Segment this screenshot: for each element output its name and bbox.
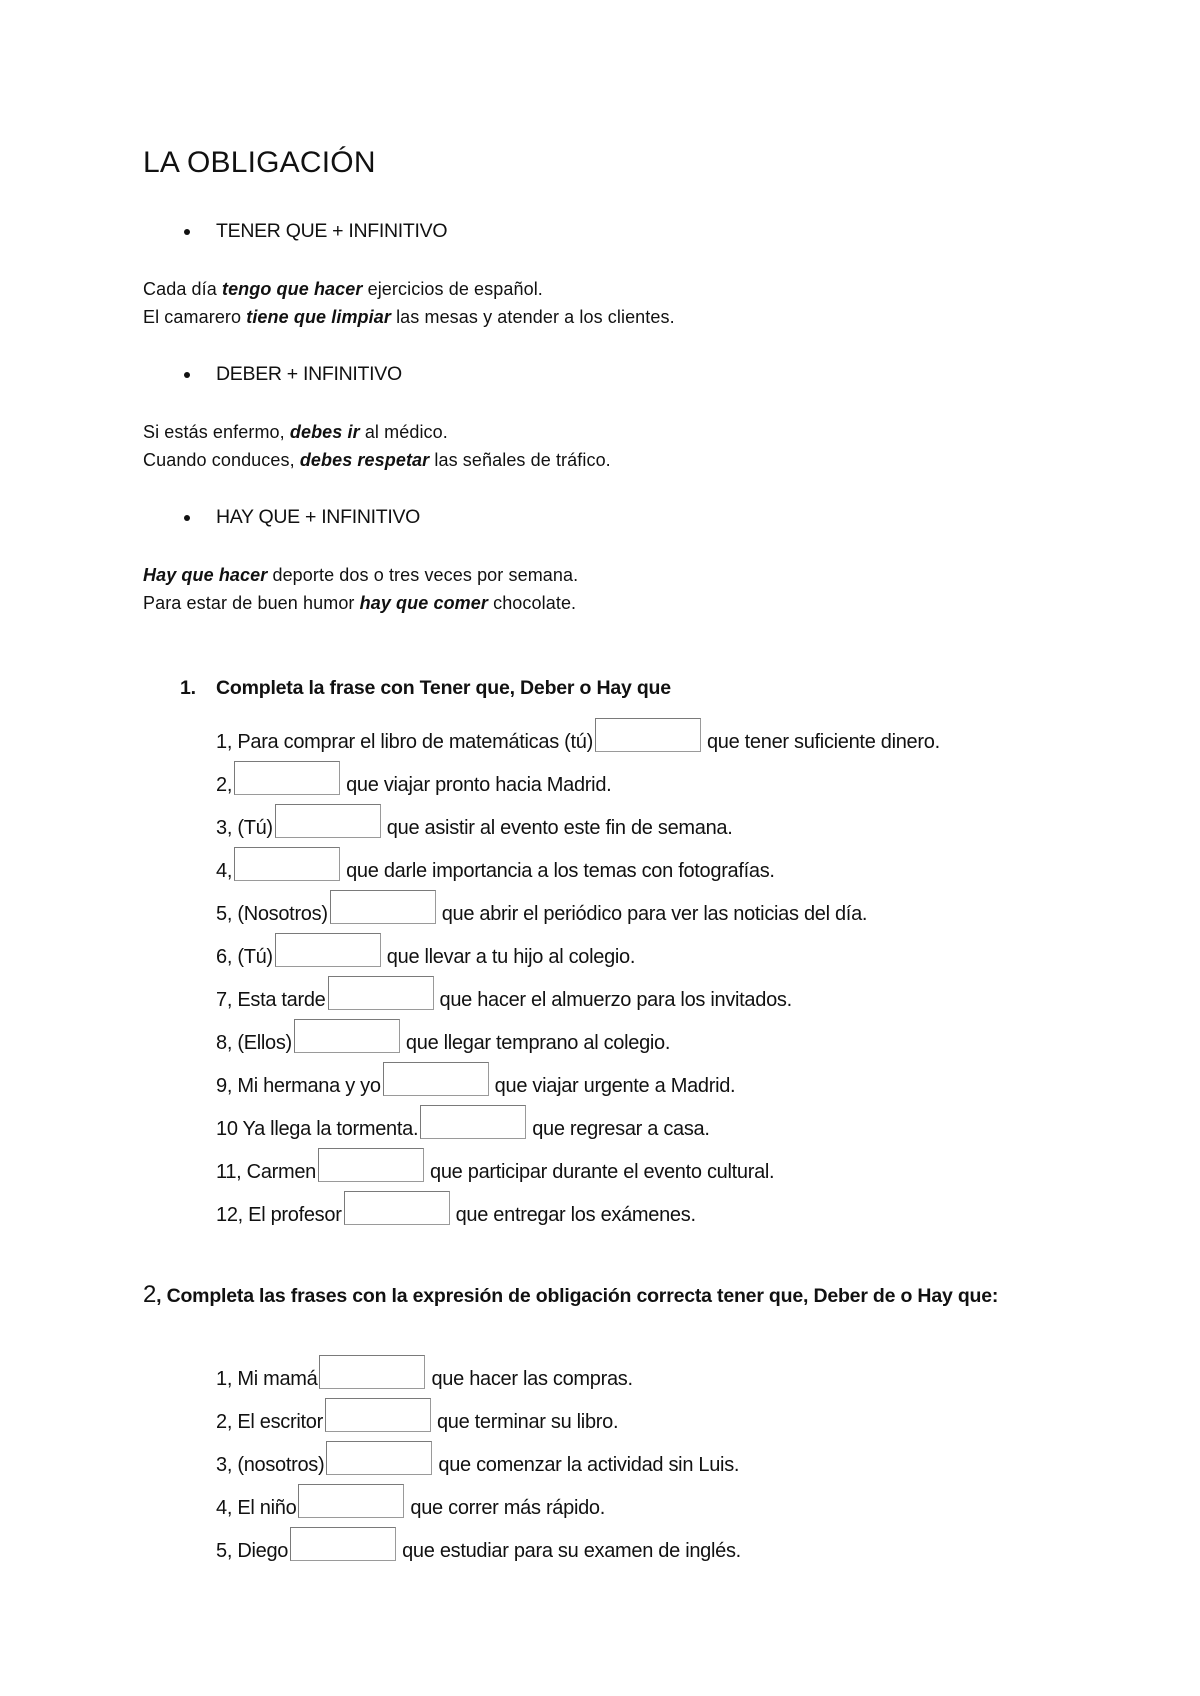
exercise-1-item-6 (216, 933, 636, 968)
exercise-2-item-2 (216, 1398, 619, 1433)
answer-field[interactable] (294, 1019, 400, 1053)
bullet-icon (184, 372, 190, 378)
answer-field[interactable] (325, 1398, 431, 1432)
item-prefix: 6, (Tú) (216, 946, 273, 968)
example-emphasis: tengo que hacer (221, 279, 363, 299)
rule-heading-text: HAY QUE + INFINITIVO (216, 506, 421, 528)
exercise-number: 1. (180, 677, 196, 699)
item-suffix: que darle importancia a los temas con fotografías. (346, 860, 775, 882)
item-prefix: 3, (Tú) (216, 817, 273, 839)
page-title: LA OBLIGACIÓN (143, 146, 376, 179)
item-suffix: que estudiar para su examen de inglés. (402, 1540, 741, 1562)
item-suffix: que llegar temprano al colegio. (405, 1032, 671, 1054)
item-suffix: que hacer el almuerzo para los invitados. (439, 989, 792, 1011)
example-sentence: Cada día tengo que hacer ejercicios de español. (143, 279, 543, 299)
exercise-2-item-5 (216, 1527, 741, 1562)
item-prefix: 8, (Ellos) (216, 1032, 292, 1054)
exercise-1-item-5 (216, 890, 868, 925)
example-emphasis: debes respetar (299, 450, 430, 470)
exercise-1-item-2 (216, 761, 612, 796)
answer-field[interactable] (595, 718, 701, 752)
item-prefix: 7, Esta tarde (216, 989, 326, 1011)
item-prefix: 9, Mi hermana y yo (216, 1075, 381, 1097)
answer-field[interactable] (318, 1148, 424, 1182)
item-suffix: que terminar su libro. (436, 1411, 619, 1433)
example-sentence: Para estar de buen humor hay que comer chocolate. (143, 593, 577, 613)
answer-field[interactable] (319, 1355, 425, 1389)
example-emphasis: tiene que limpiar (246, 307, 391, 327)
example-sentence: Si estás enfermo, debes ir al médico. (143, 422, 448, 442)
answer-field[interactable] (330, 890, 436, 924)
example-emphasis: Hay que hacer (143, 565, 268, 585)
bullet-icon (184, 229, 190, 235)
item-prefix: 2, El escritor (216, 1411, 323, 1433)
exercise-instruction: , Completa las frases con la expresión de obligación correcta tener que, Deber de o Hay que: (156, 1285, 999, 1307)
item-prefix: 12, El profesor (216, 1204, 342, 1226)
item-prefix: 1, Mi mamá (216, 1368, 318, 1390)
exercise-1-item-7 (216, 976, 792, 1011)
item-suffix: que entregar los exámenes. (455, 1204, 696, 1226)
answer-field[interactable] (275, 804, 381, 838)
exercise-1-item-4 (216, 847, 775, 882)
item-prefix: 4, (216, 860, 233, 882)
item-suffix: que tener suficiente dinero. (706, 731, 940, 753)
example-emphasis: debes ir (289, 422, 360, 442)
rule-heading-text: TENER QUE + INFINITIVO (216, 220, 448, 242)
example-emphasis: hay que comer (359, 593, 488, 613)
rule-heading-text: DEBER + INFINITIVO (216, 363, 402, 385)
answer-field[interactable] (275, 933, 381, 967)
example-sentence: Hay que hacer deporte dos o tres veces por semana. (143, 565, 579, 585)
item-suffix: que viajar urgente a Madrid. (494, 1075, 736, 1097)
item-suffix: que viajar pronto hacia Madrid. (346, 774, 612, 796)
exercise-1-item-10 (216, 1105, 710, 1140)
item-prefix: 10 Ya llega la tormenta. (216, 1118, 419, 1140)
exercise-1-item-12 (216, 1191, 696, 1226)
item-prefix: 2, (216, 774, 233, 796)
item-suffix: que correr más rápido. (410, 1497, 605, 1519)
exercise-1-item-9 (216, 1062, 736, 1097)
exercise-number: 2 (143, 1281, 157, 1308)
bullet-icon (184, 515, 190, 521)
answer-field[interactable] (298, 1484, 404, 1518)
item-prefix: 5, (Nosotros) (216, 903, 328, 925)
exercise-2-item-1 (216, 1355, 633, 1390)
answer-field[interactable] (344, 1191, 450, 1225)
answer-field[interactable] (326, 1441, 432, 1475)
item-prefix: 1, Para comprar el libro de matemáticas (tú) (216, 731, 593, 753)
answer-field[interactable] (328, 976, 434, 1010)
answer-field[interactable] (383, 1062, 489, 1096)
answer-field[interactable] (290, 1527, 396, 1561)
item-suffix: que regresar a casa. (532, 1118, 710, 1140)
item-suffix: que asistir al evento este fin de semana. (386, 817, 733, 839)
item-suffix: que comenzar la actividad sin Luis. (438, 1454, 740, 1476)
exercise-2-item-4 (216, 1484, 605, 1519)
example-sentence: El camarero tiene que limpiar las mesas y atender a los clientes. (143, 307, 675, 327)
answer-field[interactable] (234, 847, 340, 881)
item-prefix: 5, Diego (216, 1540, 289, 1562)
item-suffix: que hacer las compras. (431, 1368, 633, 1390)
item-prefix: 4, El niño (216, 1497, 297, 1519)
answer-field[interactable] (420, 1105, 526, 1139)
exercise-2-item-3 (216, 1441, 740, 1476)
example-sentence: Cuando conduces, debes respetar las señales de tráfico. (143, 450, 611, 470)
item-suffix: que participar durante el evento cultural. (430, 1161, 775, 1183)
exercise-2-heading (143, 1280, 1043, 1311)
exercise-1-item-11 (216, 1148, 775, 1183)
item-suffix: que abrir el periódico para ver las noticias del día. (441, 903, 868, 925)
exercise-1-item-8 (216, 1019, 671, 1054)
item-prefix: 3, (nosotros) (216, 1454, 325, 1476)
exercise-1-item-3 (216, 804, 733, 839)
item-suffix: que llevar a tu hijo al colegio. (386, 946, 636, 968)
item-prefix: 11, Carmen (216, 1161, 317, 1183)
exercise-1-item-1 (216, 718, 940, 753)
answer-field[interactable] (234, 761, 340, 795)
exercise-instruction: Completa la frase con Tener que, Deber o Hay que (216, 677, 671, 699)
